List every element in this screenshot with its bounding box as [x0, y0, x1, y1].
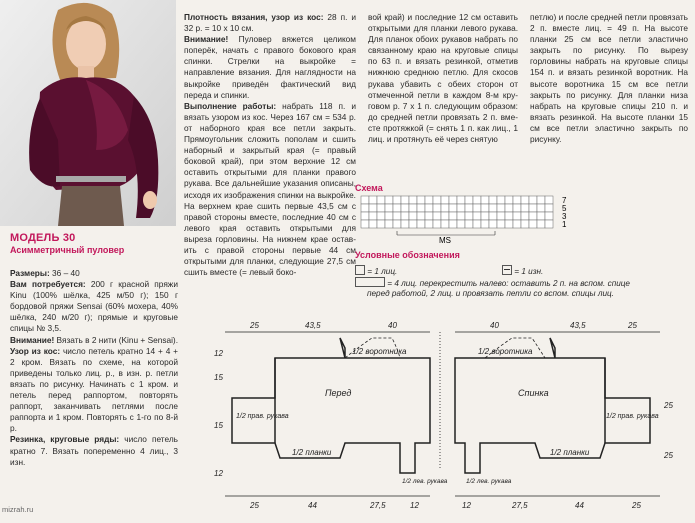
sleeve-label: 1/2 прав. рукава — [236, 413, 289, 420]
row-label: 3 — [562, 212, 567, 221]
chart-cell — [481, 220, 489, 228]
chart-cell — [465, 220, 473, 228]
dim-label: 25 — [632, 501, 641, 510]
chart-cell — [361, 212, 369, 220]
chart-cell — [377, 204, 385, 212]
pattern-diagram-svg — [0, 318, 695, 518]
row-label: 7 — [562, 196, 567, 205]
row-label: 5 — [562, 204, 567, 213]
chart-cell — [537, 212, 545, 220]
chart-cell — [385, 204, 393, 212]
paragraph-text: 200 г красной пряжи Kinu (100% шёлка, 425 м/50 г); 150 г бордовой пряжи Sensai (60% мохера, 40% шёлка, 240 м/20 г); прямые и круговые спицы № 3,5. — [10, 279, 178, 334]
chart-cell — [457, 212, 465, 220]
paragraph — [184, 12, 356, 34]
chart-cell — [369, 204, 377, 212]
chart-cell — [449, 220, 457, 228]
dim-label: 43,5 — [305, 321, 321, 330]
chart-cell — [537, 196, 545, 204]
chart-cell — [473, 220, 481, 228]
chart-cell — [401, 212, 409, 220]
chart-cell — [425, 212, 433, 220]
dim-label: 40 — [490, 321, 499, 330]
stitch-chart-grid — [355, 194, 570, 244]
chart-cell — [401, 204, 409, 212]
chart-cell — [409, 204, 417, 212]
chart-cell — [521, 204, 529, 212]
chart-cell — [369, 212, 377, 220]
cable-symbol-icon — [355, 277, 385, 287]
dim-label: 25 — [250, 321, 259, 330]
band-label: 1/2 планки — [292, 448, 332, 457]
dim-label: 12 — [462, 501, 471, 510]
model-subtitle: Асимметричный пуловер — [10, 245, 125, 255]
chart-cell — [481, 212, 489, 220]
chart-cell — [545, 204, 553, 212]
symbol-legend — [355, 250, 690, 300]
chart-cell — [465, 212, 473, 220]
dim-label: 12 — [410, 501, 419, 510]
legend-purl-label: = 1 изн. — [514, 266, 544, 276]
chart-cell — [425, 204, 433, 212]
legend-row — [355, 277, 690, 290]
chart-cell — [497, 220, 505, 228]
back-label: Спинка — [518, 388, 549, 398]
pattern-diagram — [0, 318, 695, 518]
paragraph-text: Пуловер вяжется целиком поперёк, начать с правого бокового края спинки. Стрелки на выкройке = направление вязания. Для наглядности на выкройке приведён фактический вид переда и спинки. — [184, 34, 356, 100]
model-title: МОДЕЛЬ 30 — [10, 232, 76, 244]
chart-cell — [385, 196, 393, 204]
chart-cell — [457, 220, 465, 228]
height-label: 15 — [214, 373, 223, 382]
dim-label: 44 — [308, 501, 317, 510]
chart-cell — [449, 196, 457, 204]
chart-cell — [409, 220, 417, 228]
chart-cell — [521, 196, 529, 204]
chart-cell — [425, 196, 433, 204]
paragraph-text: 28 п. и 32 р. = 10 х 10 см. — [184, 12, 356, 34]
paragraph-text: вой край) и последние 12 см оставить открытыми для планки левого рукава. Для планок обоих рукавов набрать по связанному краю на круговые спицы по 63 п. и вязать резинкой, отметив нижнюю среднюю петлю. Для скосов рукава убавить с обеих сторон от отмеченной петли в каждом 8-м круговом р. 7 х 1 п. следующим образом: до средней петли провязать 2 п. вместе протяжкой (= снять 1 п. как лиц., 1 лиц. и протянуть её через снятую — [368, 12, 518, 145]
front-label: Перед — [325, 388, 352, 398]
dim-label: 25 — [250, 501, 259, 510]
chart-cell — [497, 204, 505, 212]
chart-cell — [377, 196, 385, 204]
chart-cell — [497, 196, 505, 204]
chart-cell — [369, 196, 377, 204]
chart-cell — [505, 204, 513, 212]
paragraph-text: 36 – 40 — [49, 268, 80, 278]
stitch-chart-title: Схема — [355, 183, 383, 193]
legend-cable-label: = 4 лиц. перекрестить налево: оставить 2 п. на вспом. спице — [387, 278, 630, 288]
chart-cell — [425, 220, 433, 228]
paragraph-text: Вязать в 2 нити (Kinu + Sensai). — [54, 334, 179, 345]
chart-cell — [505, 196, 513, 204]
chart-cell — [521, 212, 529, 220]
knit-symbol-icon — [355, 265, 365, 275]
chart-cell — [377, 220, 385, 228]
chart-cell — [537, 204, 545, 212]
legend-title: Условные обозначения — [355, 250, 460, 260]
chart-cell — [529, 212, 537, 220]
legend-row — [355, 265, 690, 277]
chart-cell — [393, 204, 401, 212]
chart-cell — [537, 220, 545, 228]
left-sleeve-label: 1/2 лев. рукава — [466, 478, 512, 485]
chart-cell — [473, 212, 481, 220]
chart-cell — [393, 196, 401, 204]
chart-cell — [393, 220, 401, 228]
chart-cell — [417, 220, 425, 228]
chart-cell — [473, 196, 481, 204]
paragraph-text: число петель кратно 14 + 4 + 2 кром. Вязать по схеме, на которой приведены только лиц. р., в изн. р. петли вязать по рисунку. Начинать с 1 кром. и петель перед раппортом, повторять раппорт, заканчивать петлями после раппорта и 1 кром. Повторять с 1-го по 8-й р. — [10, 345, 179, 434]
dim-label: 27,5 — [512, 501, 528, 510]
chart-cell — [465, 196, 473, 204]
paragraph-heading: Плотность вязания, узор из кос: — [184, 12, 324, 22]
chart-cell — [505, 212, 513, 220]
chart-cell — [369, 220, 377, 228]
chart-cell — [481, 196, 489, 204]
height-label: 15 — [214, 421, 223, 430]
paragraph-heading: Резинка, круговые ряды: — [10, 434, 120, 445]
chart-cell — [361, 196, 369, 204]
height-label: 25 — [664, 451, 673, 460]
paragraph — [184, 101, 356, 279]
chart-cell — [409, 212, 417, 220]
chart-cell — [513, 196, 521, 204]
chart-cell — [361, 204, 369, 212]
chart-cell — [513, 212, 521, 220]
paragraph-text: петлю) и после средней петли провязать 2 п. вместе лиц. = 49 п. На высоте планки 25 см все петли эластично закрыть по рисунку. По вырезу горловины набрать на круговые спицы 154 п. и вязать резинкой воротник. На высоте воротника 15 см все петли закрыть по рисунку. Для планки низа набрать на круговые спицы 210 п. и вязать резинкой. На высоте планки 15 см все петли эластично закрыть по рисунку. — [530, 12, 688, 145]
paragraph-heading: Размеры: — [10, 268, 50, 278]
legend-purl — [502, 265, 543, 278]
chart-cell — [529, 204, 537, 212]
chart-cell — [417, 196, 425, 204]
chart-cell — [433, 204, 441, 212]
chart-cell — [521, 220, 529, 228]
chart-cell — [441, 204, 449, 212]
paragraph — [368, 12, 518, 145]
text-column-4 — [530, 12, 688, 145]
left-sleeve-label: 1/2 лев. рукава — [402, 478, 448, 485]
chart-cell — [401, 196, 409, 204]
chart-cell — [473, 204, 481, 212]
paragraph — [184, 34, 356, 101]
chart-cell — [441, 212, 449, 220]
paragraph-text: набрать 118 п. и вязать узором из кос. Через 167 см = 534 р. от наборного края все петли закрыть. Прямоугольник сложить пополам и сшить наборный и закрытый края (= правый боковой край), при этом верхние 12 см оставить открытыми для планки правого рукава. Все дальнейшие указания описаны, исходя их изображения спинки на выкройке. На верхнем крае сшить первые 43,5 см с правой стороны вместе, последние 40 см с левого края оставить открытыми для выреза горловины. На нижнем крае оставить с правой стороны первые 44 см открытыми для планки, следующие 27,5 см сшить вместе (= левый боко- — [184, 100, 356, 278]
height-label: 12 — [214, 349, 223, 358]
chart-cell — [409, 196, 417, 204]
purl-symbol-icon — [502, 265, 512, 275]
source-watermark: mizrah.ru — [2, 505, 34, 514]
text-column-2 — [184, 12, 356, 278]
dim-label: 27,5 — [370, 501, 386, 510]
paragraph — [10, 268, 178, 279]
chart-cell — [449, 212, 457, 220]
model-heading — [10, 232, 180, 255]
paragraph-heading: Узор из кос: — [10, 345, 61, 356]
dim-label: 25 — [628, 321, 637, 330]
paragraph-heading: Вам потребуется: — [10, 279, 86, 290]
chart-cell — [513, 204, 521, 212]
paragraph-heading: Выполнение работы: — [184, 100, 277, 111]
chart-cell — [513, 220, 521, 228]
chart-cell — [393, 212, 401, 220]
chart-cell — [377, 212, 385, 220]
chart-cell — [361, 220, 369, 228]
model-photo — [0, 0, 176, 226]
paragraph — [530, 12, 688, 145]
chart-cell — [497, 212, 505, 220]
dim-label: 43,5 — [570, 321, 586, 330]
band-label: 1/2 планки — [550, 448, 590, 457]
chart-cell — [529, 220, 537, 228]
chart-cell — [505, 220, 513, 228]
stitch-chart — [355, 183, 565, 243]
chart-cell — [545, 212, 553, 220]
chart-cell — [545, 196, 553, 204]
collar-label: 1/2 воротника — [478, 347, 533, 356]
chart-cell — [457, 196, 465, 204]
chart-cell — [489, 196, 497, 204]
height-label: 12 — [214, 469, 223, 478]
chart-cell — [433, 212, 441, 220]
chart-cell — [441, 220, 449, 228]
chart-cell — [449, 204, 457, 212]
legend-knit-label: = 1 лиц. — [367, 266, 398, 276]
dim-label: 40 — [388, 321, 397, 330]
chart-cell — [529, 196, 537, 204]
chart-cell — [465, 204, 473, 212]
chart-cell — [489, 204, 497, 212]
collar-label: 1/2 воротника — [352, 347, 407, 356]
dim-label: 44 — [575, 501, 584, 510]
chart-cell — [385, 220, 393, 228]
sleeve-label: 1/2 прав. рукава — [606, 413, 659, 420]
chart-cell — [433, 196, 441, 204]
paragraph-text: число петель кратно 7. Вязать попеременно 4 лиц., 3 изн. — [10, 434, 178, 467]
paragraph-heading: Внимание! — [10, 334, 55, 345]
chart-cell — [417, 204, 425, 212]
text-column-3 — [368, 12, 518, 145]
chart-cell — [433, 220, 441, 228]
legend-cable-desc: перед работой, 2 лиц. и провязать петли со вспом. спицы лиц. — [367, 289, 614, 298]
chart-cell — [441, 196, 449, 204]
model-photo-illustration — [0, 0, 176, 226]
chart-cell — [417, 212, 425, 220]
chart-cell — [489, 220, 497, 228]
height-label: 25 — [664, 401, 673, 410]
chart-cell — [401, 220, 409, 228]
row-label: 1 — [562, 220, 567, 229]
chart-cell — [545, 220, 553, 228]
chart-cell — [457, 204, 465, 212]
chart-cell — [481, 204, 489, 212]
chart-cell — [489, 212, 497, 220]
paragraph-heading: Внимание! — [184, 34, 229, 45]
chart-cell — [385, 212, 393, 220]
repeat-label: MS — [439, 236, 451, 244]
